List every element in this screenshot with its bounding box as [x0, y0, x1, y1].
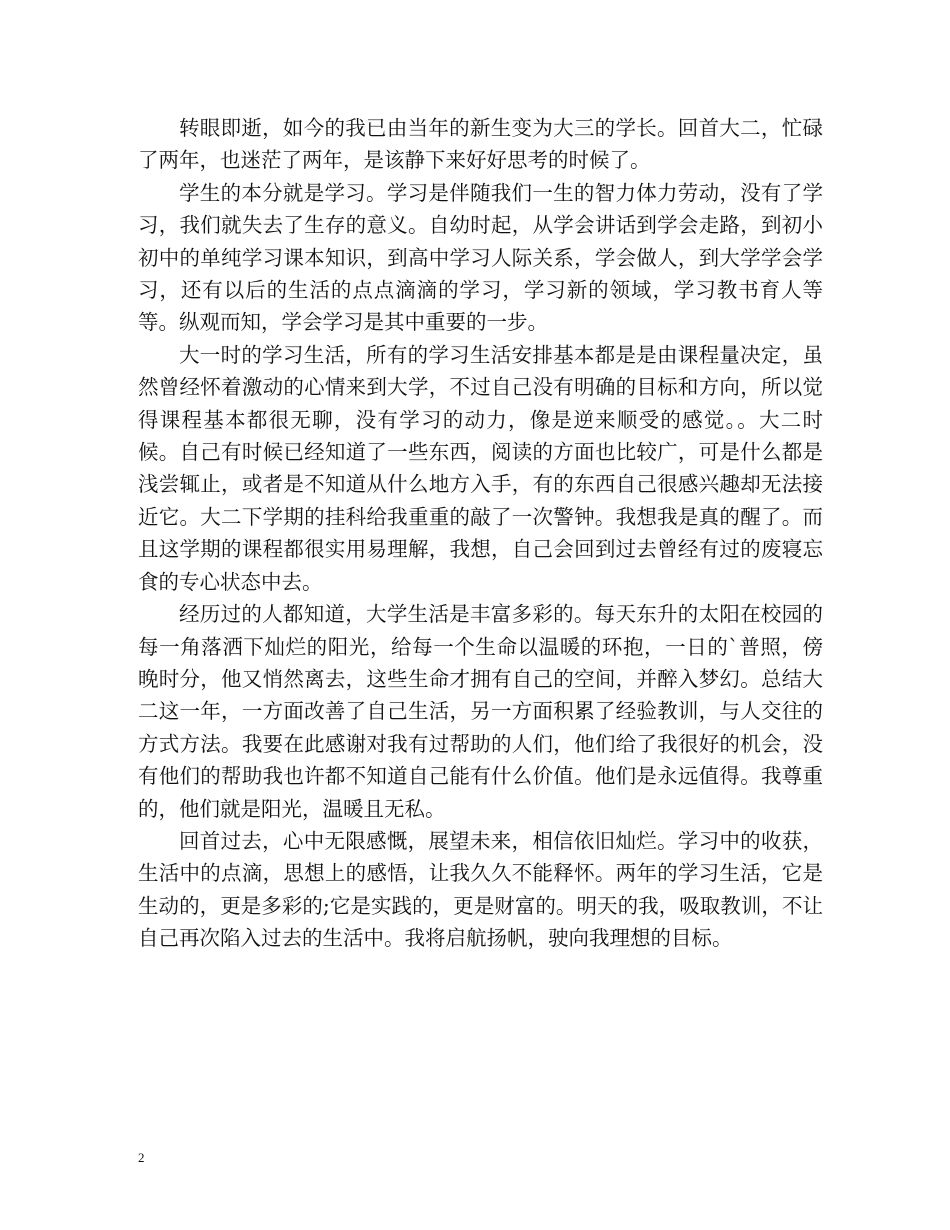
paragraph-2: 学生的本分就是学习。学习是伴随我们一生的智力体力劳动，没有了学习，我们就失去了生存的意义。自幼时起，从学会讲话到学会走路，到初小初中的单纯学习课本知识，到高中学习人际关系，学会做人，到大学学会学习，还有以后的生活的点点滴滴的学习，学习新的领域，学习教书育人等等。纵观而知，学会学习是其中重要的一步。	[138, 180, 823, 335]
paragraph-3: 大一时的学习生活，所有的学习生活安排基本都是是由课程量决定，虽然曾经怀着激动的心情来到大学，不过自己没有明确的目标和方向，所以觉得课程基本都很无聊，没有学习的动力，像是逆来顺受的感觉。。大二时候。自己有时候已经知道了一些东西，阅读的方面也比较广，可是什么都是浅尝辄止，或者是不知道从什么地方入手，有的东西自己很感兴趣却无法接近它。大二下学期的挂科给我重重的敲了一次警钟。我想我是真的醒了。而且这学期的课程都很实用易理解，我想，自己会回到过去曾经有过的废寝忘食的专心状态中去。	[138, 342, 823, 594]
document-body	[138, 112, 823, 955]
paragraph-4: 经历过的人都知道，大学生活是丰富多彩的。每天东升的太阳在校园的每一角落洒下灿烂的阳光，给每一个生命以温暖的环抱，一日的`普照，傍晚时分，他又悄然离去，这些生命才拥有自己的空间，并醉入梦幻。总结大二这一年，一方面改善了自己生活，另一方面积累了经验教训，与人交往的方式方法。我要在此感谢对我有过帮助的人们，他们给了我很好的机会，没有他们的帮助我也许都不知道自己能有什么价值。他们是永远值得。我尊重的，他们就是阳光，温暖且无私。	[138, 602, 823, 821]
page-number: 2	[138, 1150, 145, 1165]
paragraph-1: 转眼即逝，如今的我已由当年的新生变为大三的学长。回首大二，忙碌了两年，也迷茫了两年，是该静下来好好思考的时候了。	[138, 116, 823, 173]
paragraph-5: 回首过去，心中无限感慨，展望未来，相信依旧灿烂。学习中的收获，生活中的点滴，思想上的感悟，让我久久不能释怀。两年的学习生活，它是生动的，更是多彩的;它是实践的，更是财富的。明天的我，吸取教训，不让自己再次陷入过去的生活中。我将启航扬帆，驶向我理想的目标。	[138, 828, 823, 951]
